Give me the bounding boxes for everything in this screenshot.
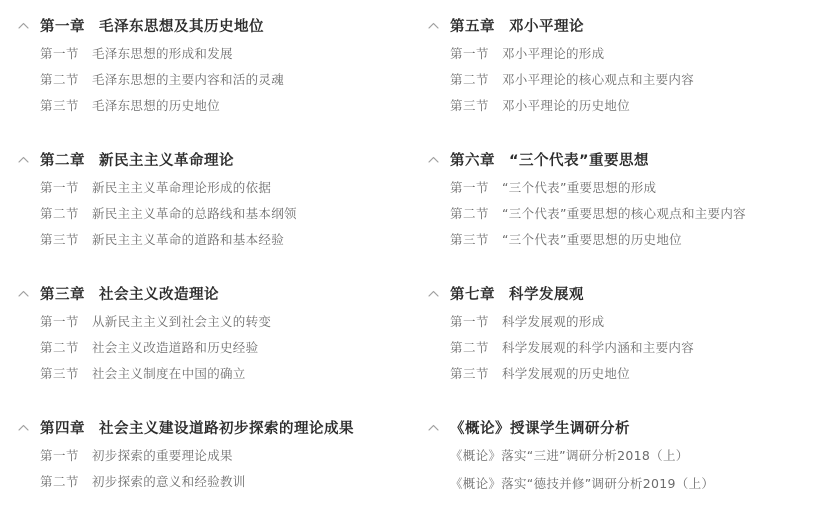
section-row[interactable] — [40, 96, 412, 122]
section-row[interactable] — [450, 312, 824, 338]
section-row[interactable] — [450, 338, 824, 364]
chapter-number: 第四章 — [40, 420, 85, 437]
section-row[interactable] — [40, 364, 412, 390]
chapter-header-6[interactable] — [428, 148, 824, 170]
section-number: 第二节 — [450, 206, 490, 221]
chapter-header-3[interactable] — [18, 282, 412, 304]
section-number: 第三节 — [450, 98, 490, 113]
chapter-number: 第五章 — [450, 18, 495, 35]
section-title: 毛泽东思想的主要内容和活的灵魂 — [92, 72, 285, 87]
section-title: 新民主主义革命理论形成的依据 — [92, 180, 272, 195]
section-row[interactable] — [450, 204, 824, 230]
section-title: 新民主主义革命的总路线和基本纲领 — [92, 206, 297, 221]
section-number: 第一节 — [40, 180, 80, 195]
chapter-header-4[interactable] — [18, 416, 412, 438]
section-list — [428, 44, 824, 122]
section-list — [18, 178, 412, 256]
chapter-header-1[interactable] — [18, 14, 412, 36]
chapter-block — [18, 148, 412, 256]
section-list — [18, 446, 412, 498]
chevron-up-icon[interactable] — [428, 424, 446, 431]
section-title: 新民主主义革命的道路和基本经验 — [92, 232, 285, 247]
chapter-number: 第三章 — [40, 286, 85, 303]
section-row[interactable] — [450, 44, 824, 70]
chapter-number: 第七章 — [450, 286, 495, 303]
chapter-title: 毛泽东思想及其历史地位 — [99, 18, 264, 35]
chapter-block — [428, 416, 824, 502]
chapter-block — [18, 14, 412, 122]
section-title: 科学发展观的形成 — [502, 314, 605, 329]
section-number: 第二节 — [40, 340, 80, 355]
chevron-up-icon[interactable] — [18, 156, 36, 163]
section-title: “三个代表”重要思想的形成 — [502, 180, 657, 195]
chapter-title: 《概论》授课学生调研分析 — [450, 420, 630, 437]
section-row[interactable] — [450, 178, 824, 204]
chapter-title: 社会主义改造理论 — [99, 286, 219, 303]
section-number: 第一节 — [40, 448, 80, 463]
chapter-number: 第六章 — [450, 152, 495, 169]
section-title: “三个代表”重要思想的历史地位 — [502, 232, 682, 247]
section-row[interactable] — [40, 44, 412, 70]
section-row[interactable] — [40, 472, 412, 498]
chapter-title: 新民主主义革命理论 — [99, 152, 234, 169]
section-list — [18, 44, 412, 122]
chapter-number: 第一章 — [40, 18, 85, 35]
chapter-title: 邓小平理论 — [509, 18, 584, 35]
section-title: 《概论》落实“德技并修”调研分析2019（上） — [450, 476, 715, 491]
section-number: 第三节 — [40, 232, 80, 247]
section-title: 毛泽东思想的历史地位 — [92, 98, 221, 113]
section-number: 第三节 — [40, 366, 80, 381]
chapter-title: “三个代表”重要思想 — [509, 152, 650, 169]
section-row[interactable] — [40, 230, 412, 256]
section-number: 第二节 — [40, 206, 80, 221]
section-title: 科学发展观的历史地位 — [502, 366, 631, 381]
section-title: 从新民主主义到社会主义的转变 — [92, 314, 272, 329]
section-number: 第一节 — [450, 314, 490, 329]
chapter-block — [428, 14, 824, 122]
chevron-up-icon[interactable] — [428, 156, 446, 163]
chevron-up-icon[interactable] — [18, 424, 36, 431]
section-title: “三个代表”重要思想的核心观点和主要内容 — [502, 206, 746, 221]
toc-column-right — [412, 14, 824, 511]
section-title: 邓小平理论的形成 — [502, 46, 605, 61]
section-number: 第二节 — [450, 340, 490, 355]
section-row[interactable] — [450, 230, 824, 256]
section-list — [18, 312, 412, 390]
chevron-up-icon[interactable] — [18, 290, 36, 297]
section-title: 社会主义改造道路和历史经验 — [92, 340, 259, 355]
section-row[interactable] — [40, 312, 412, 338]
chapter-header-7[interactable] — [428, 282, 824, 304]
chevron-up-icon[interactable] — [428, 22, 446, 29]
section-row[interactable] — [40, 70, 412, 96]
section-title: 社会主义制度在中国的确立 — [92, 366, 246, 381]
section-number: 第一节 — [450, 46, 490, 61]
chapter-title: 社会主义建设道路初步探索的理论成果 — [99, 420, 354, 437]
chapter-header-2[interactable] — [18, 148, 412, 170]
section-number: 第一节 — [40, 46, 80, 61]
section-list — [428, 312, 824, 390]
chevron-up-icon[interactable] — [428, 290, 446, 297]
section-number: 第三节 — [450, 232, 490, 247]
section-number: 第一节 — [40, 314, 80, 329]
chevron-up-icon[interactable] — [18, 22, 36, 29]
chapter-block — [18, 282, 412, 390]
section-row[interactable] — [450, 474, 824, 502]
section-number: 第三节 — [450, 366, 490, 381]
section-row[interactable] — [450, 70, 824, 96]
section-list — [428, 446, 824, 502]
section-number: 第二节 — [40, 72, 80, 87]
section-row[interactable] — [450, 364, 824, 390]
section-title: 邓小平理论的历史地位 — [502, 98, 631, 113]
section-list — [428, 178, 824, 256]
section-row[interactable] — [40, 446, 412, 472]
section-row[interactable] — [40, 338, 412, 364]
chapter-block — [428, 148, 824, 256]
section-title: 邓小平理论的核心观点和主要内容 — [502, 72, 695, 87]
chapter-block — [18, 416, 412, 498]
section-number: 第二节 — [40, 474, 80, 489]
section-title: 毛泽东思想的形成和发展 — [92, 46, 233, 61]
section-title: 《概论》落实“三进”调研分析2018（上） — [450, 448, 689, 463]
chapter-number: 第二章 — [40, 152, 85, 169]
section-title: 科学发展观的科学内涵和主要内容 — [502, 340, 695, 355]
section-title: 初步探索的意义和经验教训 — [92, 474, 246, 489]
section-number: 第三节 — [40, 98, 80, 113]
chapter-header-5[interactable] — [428, 14, 824, 36]
section-title: 初步探索的重要理论成果 — [92, 448, 233, 463]
chapter-title: 科学发展观 — [509, 286, 584, 303]
section-row[interactable] — [40, 204, 412, 230]
toc-column-left — [0, 14, 412, 511]
section-row[interactable] — [450, 446, 824, 474]
section-row[interactable] — [40, 178, 412, 204]
section-number: 第一节 — [450, 180, 490, 195]
chapter-block — [428, 282, 824, 390]
section-number: 第二节 — [450, 72, 490, 87]
section-row[interactable] — [450, 96, 824, 122]
chapter-header-survey[interactable] — [428, 416, 824, 438]
